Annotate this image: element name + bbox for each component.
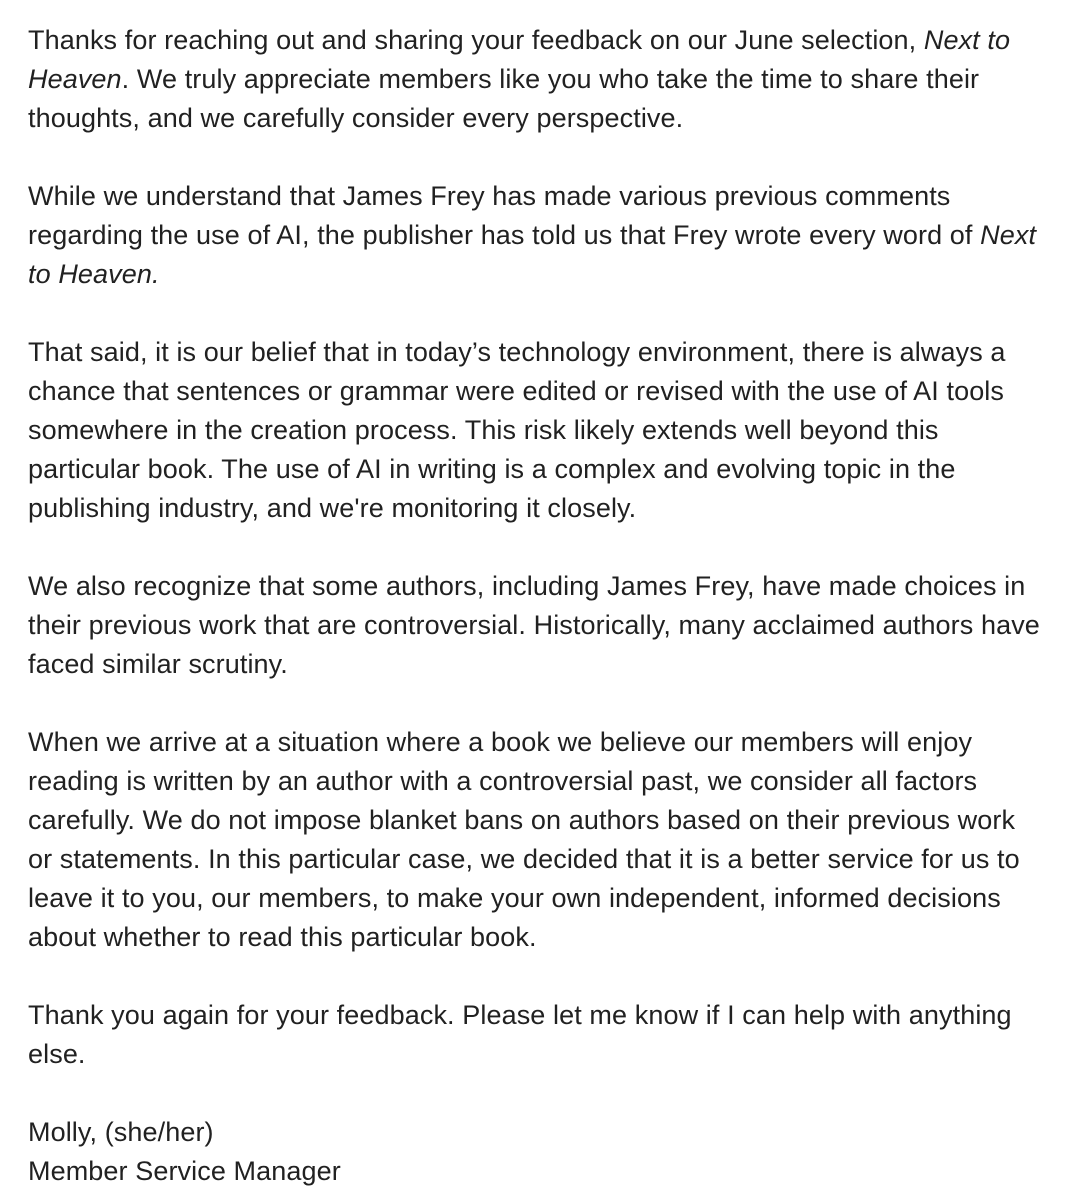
text-run: That said, it is our belief that in today’s technology environment, there is always a chance that sentences or grammar were edited or revised with the use of AI tools somewhere in the creation process. This risk likely extends well beyond this particular book. The use of AI in writing is a complex and evolving topic in the publishing industry, and we're monitoring it closely. bbox=[28, 337, 1006, 523]
signature-block bbox=[28, 1113, 1046, 1191]
text-run: Thank you again for your feedback. Please let me know if I can help with anything else. bbox=[28, 1000, 1012, 1069]
book-title: Next to Heaven. bbox=[28, 220, 1037, 289]
paragraph-member-decision bbox=[28, 723, 1046, 957]
text-run: We also recognize that some authors, including James Frey, have made choices in their previous work that are controversial. Historically, many acclaimed authors have faced similar scrutiny. bbox=[28, 571, 1040, 679]
text-run: While we understand that James Frey has made various previous comments regarding the use of AI, the publisher has told us that Frey wrote every word of bbox=[28, 181, 981, 250]
text-run: Thanks for reaching out and sharing your feedback on our June selection, bbox=[28, 25, 924, 55]
text-run: . We truly appreciate members like you who take the time to share their thoughts, and we carefully consider every perspective. bbox=[28, 64, 980, 133]
paragraph-author-controversy bbox=[28, 567, 1046, 684]
signature-name: Molly, (she/her) bbox=[28, 1117, 214, 1147]
paragraph-intro bbox=[28, 21, 1046, 138]
paragraph-ai-belief bbox=[28, 333, 1046, 528]
paragraph-publisher-statement bbox=[28, 177, 1046, 294]
text-run: When we arrive at a situation where a book we believe our members will enjoy reading is written by an author with a controversial past, we consider all factors carefully. We do not impose blanket bans on authors based on their previous work or statements. In this particular case, we decided that it is a better service for us to leave it to you, our members, to make your own independent, informed decisions about whether to read this particular book. bbox=[28, 727, 1020, 952]
signature-title: Member Service Manager bbox=[28, 1156, 341, 1186]
book-title: Next to Heaven bbox=[28, 25, 1011, 94]
paragraph-closing bbox=[28, 996, 1046, 1074]
email-body bbox=[28, 21, 1046, 1191]
